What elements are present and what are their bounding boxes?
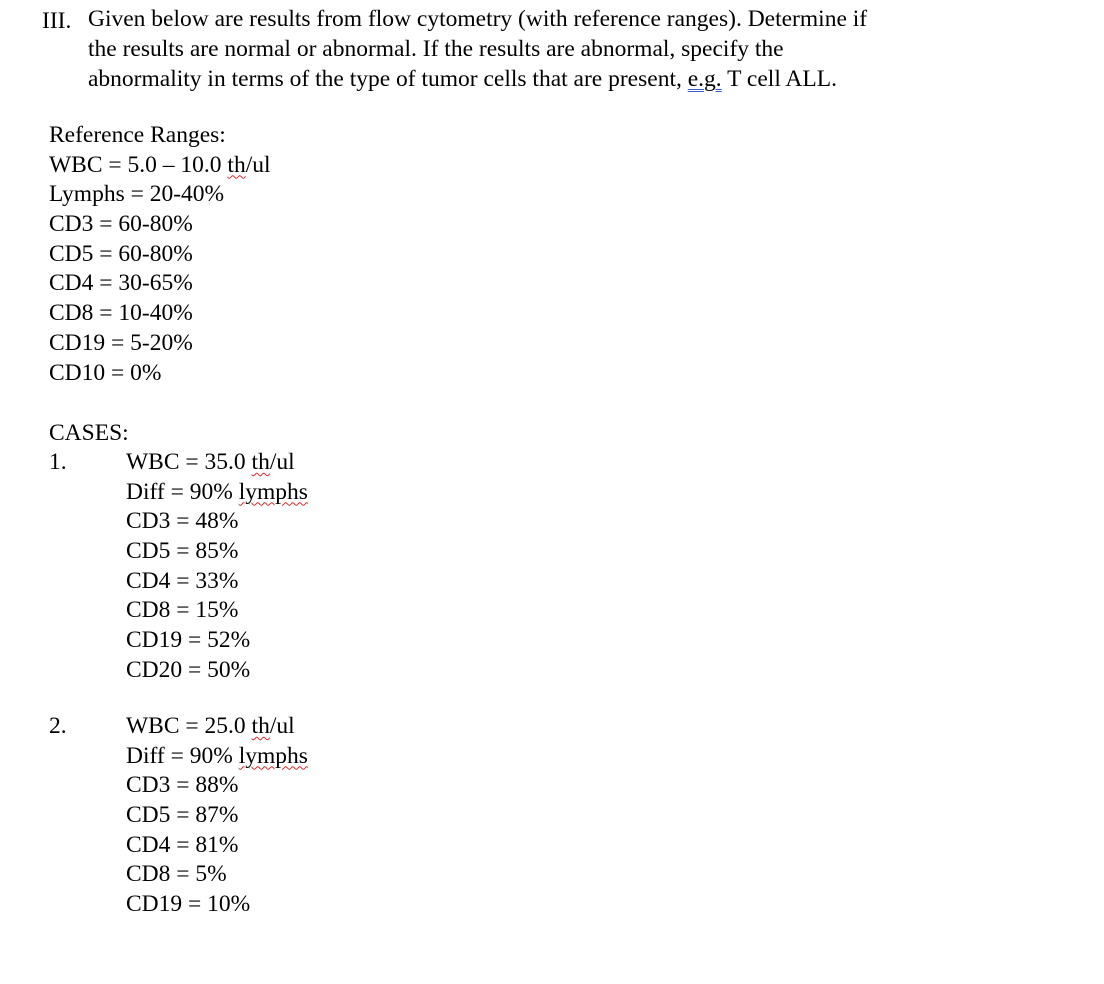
- case-diff: [126, 742, 308, 772]
- question-text: [88, 4, 1048, 94]
- reference-wbc-unit: th: [227, 151, 246, 178]
- case-item: CD3 = 48%: [126, 508, 239, 535]
- reference-heading: Reference Ranges:: [49, 122, 226, 148]
- case-item: CD5 = 87%: [126, 802, 239, 829]
- case-item: CD20 = 50%: [126, 656, 251, 683]
- reference-item: CD3 = 60-80%: [49, 211, 193, 238]
- reference-item: Lymphs = 20-40%: [49, 181, 225, 208]
- question-line: Given below are results from flow cytometry (with reference ranges). Determine if: [88, 6, 868, 32]
- reference-item: CD19 = 5-20%: [49, 329, 193, 356]
- case-number: 1.: [49, 449, 67, 475]
- case-diff: [126, 478, 308, 508]
- case-wbc-value: WBC = 35.0: [126, 449, 252, 475]
- question-line-text: abnormality in terms of the type of tumor cells that are present,: [88, 66, 688, 92]
- reference-item: CD5 = 60-80%: [49, 240, 193, 267]
- question-line-text: T cell ALL.: [721, 66, 837, 92]
- case-item: CD4 = 81%: [126, 831, 239, 858]
- case-diff-value: Diff = 90%: [126, 742, 239, 769]
- question-line: [88, 64, 1048, 94]
- question-number: III.: [42, 8, 72, 34]
- case-wbc-unit: th: [251, 713, 270, 739]
- case-item: CD8 = 15%: [126, 597, 239, 624]
- reference-item: CD8 = 10-40%: [49, 300, 193, 327]
- case-item: CD8 = 5%: [126, 861, 227, 888]
- case-item: CD4 = 33%: [126, 567, 239, 594]
- reference-wbc-suffix: /ul: [245, 151, 271, 178]
- reference-ranges: [49, 121, 271, 388]
- case-diff-word: lymphs: [238, 742, 308, 769]
- case-2-results: [126, 712, 308, 920]
- case-diff-word: lymphs: [238, 478, 308, 505]
- case-wbc: [126, 448, 308, 478]
- reference-item: CD10 = 0%: [49, 359, 162, 386]
- case-diff-value: Diff = 90%: [126, 478, 239, 505]
- case-wbc-suffix: /ul: [269, 713, 295, 739]
- case-wbc-value: WBC = 25.0: [126, 713, 252, 739]
- reference-wbc-value: WBC = 5.0 – 10.0: [49, 151, 228, 178]
- question-line: the results are normal or abnormal. If the results are abnormal, specify the: [88, 36, 784, 62]
- case-1-results: [126, 448, 308, 686]
- case-number: 2.: [49, 713, 67, 739]
- case-wbc: [126, 712, 308, 742]
- case-wbc-unit: th: [251, 449, 270, 475]
- case-item: CD5 = 85%: [126, 538, 239, 565]
- case-item: CD3 = 88%: [126, 772, 239, 799]
- example-abbreviation: e.g.: [687, 66, 722, 92]
- reference-wbc: [49, 151, 271, 181]
- case-item: CD19 = 52%: [126, 627, 251, 654]
- reference-item: CD4 = 30-65%: [49, 270, 193, 297]
- case-wbc-suffix: /ul: [269, 449, 295, 475]
- case-item: CD19 = 10%: [126, 891, 251, 918]
- cases-heading: CASES:: [49, 420, 129, 446]
